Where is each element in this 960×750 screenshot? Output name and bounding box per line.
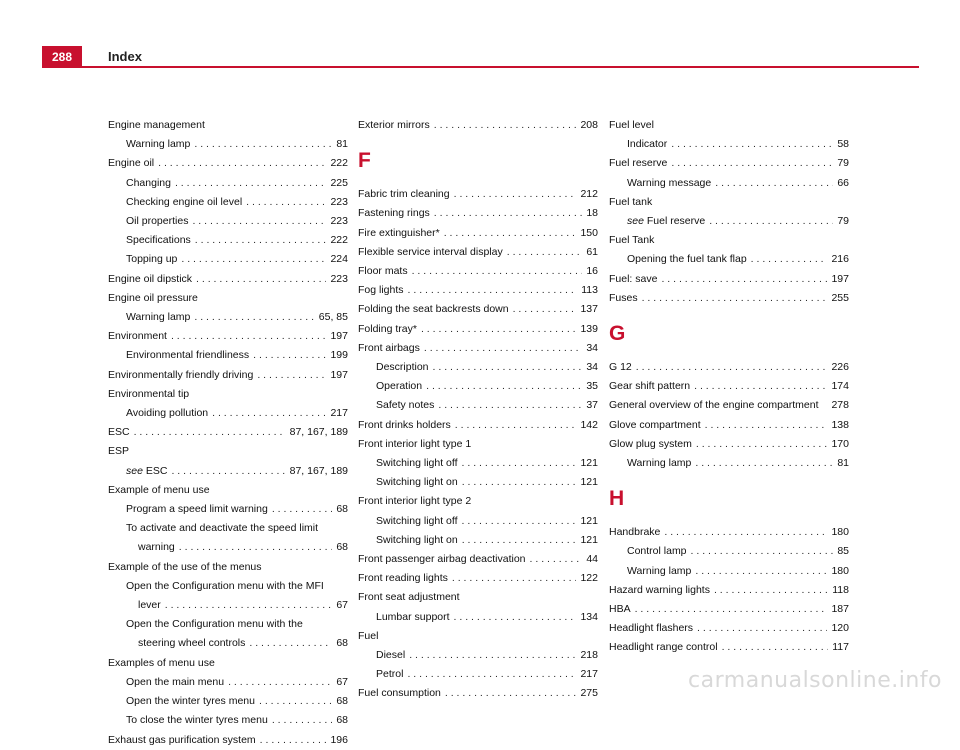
index-entry-label: ESC — [108, 426, 130, 439]
index-entry — [108, 212, 348, 231]
index-entry — [358, 243, 598, 262]
index-entry-label: General overview of the engine compartment — [609, 399, 819, 412]
index-entry-label: G 12 — [609, 361, 632, 374]
index-entry-label — [126, 462, 167, 481]
page-reference: 66 — [837, 176, 849, 189]
see-reference: see — [627, 215, 644, 228]
index-entry-label: To close the winter tyres menu — [126, 714, 268, 727]
page-reference: 79 — [837, 157, 849, 170]
index-entry-label: Warning lamp — [126, 311, 191, 324]
index-entry — [609, 174, 849, 193]
page-reference: 222 — [330, 157, 348, 170]
dot-leader — [158, 154, 326, 173]
dot-leader — [671, 135, 833, 154]
dot-leader — [171, 462, 285, 481]
dot-leader — [705, 416, 828, 435]
index-entry-label: Warning lamp — [627, 457, 692, 470]
index-entry — [358, 185, 598, 204]
page-reference: 121 — [580, 514, 598, 527]
index-entry-label: Switching light on — [376, 476, 458, 489]
page-reference: 278 — [831, 399, 849, 412]
dot-leader — [695, 454, 833, 473]
index-entry-label: Fuel: save — [609, 272, 658, 285]
index-entry-text: Fuel reserve — [646, 215, 706, 228]
index-entry-label: Petrol — [376, 668, 404, 681]
index-entry-label: steering wheel controls — [138, 637, 246, 650]
index-entry-label: Switching light off — [376, 457, 458, 470]
page-reference: 122 — [580, 572, 598, 585]
index-entry — [108, 308, 348, 327]
dot-leader — [194, 308, 314, 327]
index-entry-label: Exhaust gas purification system — [108, 733, 256, 746]
dot-leader — [412, 262, 583, 281]
watermark: carmanualsonline.info — [688, 668, 942, 693]
dot-leader — [249, 634, 332, 653]
index-entry-label: Environmental friendliness — [126, 349, 250, 362]
index-entry-label: Switching light on — [376, 533, 458, 546]
dot-leader — [455, 416, 577, 435]
index-entry — [358, 262, 598, 281]
dot-leader — [444, 224, 577, 243]
page-reference: 223 — [330, 195, 348, 208]
index-entry-label: Checking engine oil level — [126, 195, 243, 208]
index-entry-label: Hazard warning lights — [609, 583, 710, 596]
index-entry — [108, 711, 348, 730]
index-entry — [108, 423, 348, 442]
index-entry — [609, 250, 849, 269]
dot-leader — [409, 646, 576, 665]
index-heading: To activate and deactivate the speed limit — [126, 522, 319, 535]
index-entry-label: Open the winter tyres menu — [126, 695, 255, 708]
page-reference: 187 — [831, 603, 849, 616]
index-entry — [609, 638, 849, 657]
page-reference: 67 — [336, 675, 348, 688]
page-reference: 196 — [330, 733, 348, 746]
page-reference: 44 — [586, 553, 598, 566]
page-reference: 85 — [837, 545, 849, 558]
index-heading: Example of menu use — [108, 483, 210, 496]
dot-leader — [661, 270, 827, 289]
page-reference: 68 — [336, 541, 348, 554]
dot-leader — [424, 339, 582, 358]
index-heading: Fuel tank — [609, 195, 653, 208]
index-heading: Fuel Tank — [609, 234, 655, 247]
index-entry — [609, 135, 849, 154]
index-entry — [108, 634, 348, 653]
index-entry-label: Handbrake — [609, 526, 661, 539]
index-entry-label: Fastening rings — [358, 207, 430, 220]
page-reference: 81 — [837, 457, 849, 470]
page-reference: 170 — [831, 437, 849, 450]
index-entry — [358, 608, 598, 627]
page-reference: 217 — [330, 407, 348, 420]
index-entry — [108, 596, 348, 615]
index-entry — [108, 270, 348, 289]
index-entry — [108, 154, 348, 173]
page-reference: 34 — [586, 361, 598, 374]
dot-leader — [462, 454, 577, 473]
dot-leader — [407, 665, 576, 684]
index-entry-label: Description — [376, 361, 429, 374]
page-reference: 118 — [832, 583, 849, 596]
page-reference: 226 — [831, 361, 849, 374]
page-reference: 197 — [330, 368, 348, 381]
see-reference: see — [126, 464, 143, 477]
index-entry-label: Front drinks holders — [358, 418, 451, 431]
index-heading: Example of the use of the menus — [108, 560, 262, 573]
index-entry — [358, 512, 598, 531]
index-entry — [358, 416, 598, 435]
page-reference: 180 — [831, 564, 849, 577]
dot-leader — [635, 600, 828, 619]
section-letter: H — [609, 487, 625, 511]
page-reference: 197 — [330, 330, 348, 343]
index-entry — [108, 500, 348, 519]
page-reference: 121 — [580, 533, 598, 546]
page-reference: 139 — [580, 322, 598, 335]
dot-leader — [272, 500, 333, 519]
index-heading: Front interior light type 2 — [358, 495, 472, 508]
dot-leader — [434, 116, 577, 135]
dot-leader — [507, 243, 583, 262]
page-reference: 212 — [580, 188, 598, 201]
index-entry-label: Specifications — [126, 234, 191, 247]
dot-leader — [195, 231, 327, 250]
index-entry — [108, 231, 348, 250]
page-reference: 223 — [330, 215, 348, 228]
page-reference: 255 — [831, 291, 849, 304]
page-reference: 87, 167, 189 — [289, 426, 348, 439]
index-entry — [108, 692, 348, 711]
page-reference: 199 — [330, 349, 348, 362]
index-entry-label: Engine oil — [108, 157, 155, 170]
index-entry — [108, 731, 348, 750]
index-entry — [358, 281, 598, 300]
index-entry-label: warning — [138, 541, 175, 554]
index-entry-label: Front airbags — [358, 341, 420, 354]
index-entry-label: Environment — [108, 330, 167, 343]
dot-leader — [642, 289, 828, 308]
index-entry-label: Warning lamp — [126, 138, 191, 151]
index-entry-label: Front reading lights — [358, 572, 448, 585]
page-reference: 35 — [586, 380, 598, 393]
dot-leader — [196, 270, 326, 289]
index-entry — [108, 346, 348, 365]
page-reference: 120 — [831, 622, 849, 635]
index-entry-label: Headlight flashers — [609, 622, 694, 635]
index-heading: Fuel — [358, 629, 379, 642]
page-reference: 67 — [336, 599, 348, 612]
dot-leader — [454, 608, 577, 627]
page-reference: 81 — [336, 138, 348, 151]
index-entry-label: HBA — [609, 603, 631, 616]
index-heading: Engine management — [108, 119, 205, 131]
index-entry — [358, 377, 598, 396]
index-entry-label: Environmentally friendly driving — [108, 368, 254, 381]
page-reference: 79 — [837, 215, 849, 228]
page-reference: 225 — [330, 176, 348, 189]
index-entry-label: Folding tray* — [358, 322, 417, 335]
dot-leader — [192, 212, 326, 231]
page-reference: 216 — [831, 253, 849, 266]
index-entry-label: Fog lights — [358, 284, 404, 297]
section-letter: G — [609, 322, 626, 346]
dot-leader — [715, 174, 833, 193]
dot-leader — [171, 327, 327, 346]
dot-leader — [454, 185, 577, 204]
index-heading: Environmental tip — [108, 387, 190, 400]
index-entry-label — [627, 212, 705, 231]
index-entry — [358, 339, 598, 358]
dot-leader — [421, 320, 577, 339]
page-reference: 137 — [580, 303, 598, 316]
index-entry-label: Opening the fuel tank flap — [627, 253, 747, 266]
index-entry-label: Fuel reserve — [609, 157, 668, 170]
index-entry — [609, 212, 849, 231]
page-reference: 87, 167, 189 — [289, 464, 348, 477]
index-entry-label: Control lamp — [627, 545, 687, 558]
index-entry — [609, 289, 849, 308]
index-entry — [358, 569, 598, 588]
dot-leader — [272, 711, 333, 730]
index-entry-label: Engine oil dipstick — [108, 272, 193, 285]
index-entry — [609, 619, 849, 638]
index-entry — [358, 646, 598, 665]
index-entry — [358, 204, 598, 223]
index-entry-label: Diesel — [376, 649, 406, 662]
dot-leader — [462, 473, 577, 492]
dot-leader — [714, 581, 828, 600]
dot-leader — [212, 404, 326, 423]
dot-leader — [462, 531, 577, 550]
page-reference: 117 — [832, 641, 849, 654]
page-reference: 142 — [580, 418, 598, 431]
index-entry-label: Topping up — [126, 253, 178, 266]
page-reference: 37 — [586, 399, 598, 412]
page-reference: 150 — [580, 226, 598, 239]
index-entry — [609, 562, 849, 581]
page-reference: 223 — [330, 272, 348, 285]
dot-leader — [433, 358, 583, 377]
index-entry — [358, 320, 598, 339]
page-reference: 65, 85 — [318, 311, 348, 324]
index-entry — [358, 358, 598, 377]
page-reference: 217 — [580, 668, 598, 681]
index-entry — [108, 673, 348, 692]
index-heading: Fuel level — [609, 119, 654, 131]
index-heading: Front interior light type 1 — [358, 437, 472, 450]
index-entry-label: Switching light off — [376, 514, 458, 527]
index-entry-label: Glow plug system — [609, 437, 692, 450]
dot-leader — [260, 731, 327, 750]
dot-leader — [709, 212, 833, 231]
dot-leader — [194, 135, 332, 154]
dot-leader — [664, 523, 827, 542]
index-entry-label: Indicator — [627, 138, 668, 151]
index-entry — [609, 377, 849, 396]
page-reference: 222 — [330, 234, 348, 247]
index-entry — [358, 396, 598, 415]
index-entry-label: Changing — [126, 176, 171, 189]
index-entry — [358, 300, 598, 319]
index-entry-label: Program a speed limit warning — [126, 503, 268, 516]
index-heading: Engine oil pressure — [108, 291, 198, 304]
dot-leader — [636, 358, 828, 377]
index-entry-label: Fuel consumption — [358, 687, 441, 700]
index-entry — [609, 542, 849, 561]
index-entry — [108, 193, 348, 212]
index-entry — [108, 250, 348, 269]
dot-leader — [438, 396, 582, 415]
dot-leader — [179, 538, 333, 557]
index-entry — [108, 538, 348, 557]
index-entry — [108, 174, 348, 193]
index-entry — [358, 665, 598, 684]
page-number: 288 — [42, 46, 82, 68]
index-entry-text: ESC — [145, 464, 168, 477]
dot-leader — [695, 562, 827, 581]
index-entry-label: Fabric trim cleaning — [358, 188, 450, 201]
page-title: Index — [108, 49, 142, 64]
index-heading: Open the Configuration menu with the MFI — [126, 579, 324, 592]
page-reference: 218 — [580, 649, 598, 662]
index-heading: ESP — [108, 445, 130, 458]
index-entry — [108, 404, 348, 423]
dot-leader — [246, 193, 326, 212]
dot-leader — [259, 692, 332, 711]
index-entry — [609, 435, 849, 454]
index-entry-label: Folding the seat backrests down — [358, 303, 509, 316]
index-heading: Front seat adjustment — [358, 591, 460, 604]
index-column-1 — [108, 116, 348, 750]
index-column-2 — [358, 116, 598, 704]
header-rule — [42, 66, 919, 68]
index-heading: Open the Configuration menu with the — [126, 618, 303, 631]
page-reference: 16 — [586, 265, 598, 278]
page-reference: 68 — [336, 503, 348, 516]
page-reference: 121 — [580, 476, 598, 489]
page-reference: 197 — [831, 272, 849, 285]
index-entry-label: Headlight range control — [609, 641, 718, 654]
index-entry-label: Floor mats — [358, 265, 408, 278]
dot-leader — [253, 346, 326, 365]
dot-leader — [257, 366, 326, 385]
dot-leader — [530, 550, 583, 569]
index-entry-label: Safety notes — [376, 399, 435, 412]
index-entry — [358, 454, 598, 473]
page-reference: 68 — [336, 695, 348, 708]
page-reference: 208 — [580, 119, 598, 131]
index-entry-label: Lumbar support — [376, 610, 450, 623]
index-column-3 — [609, 116, 849, 658]
dot-leader — [434, 204, 583, 223]
dot-leader — [513, 300, 577, 319]
index-entry — [609, 600, 849, 619]
index-entry-label: Front passenger airbag deactivation — [358, 553, 526, 566]
dot-leader — [722, 638, 829, 657]
page-header — [0, 0, 960, 70]
dot-leader — [181, 250, 326, 269]
index-entry — [108, 366, 348, 385]
index-entry — [609, 358, 849, 377]
index-entry-label: Flexible service interval display — [358, 245, 503, 258]
index-entry-label: Open the main menu — [126, 675, 225, 688]
index-entry-label: Oil properties — [126, 215, 189, 228]
page-reference: 138 — [831, 418, 849, 431]
page-reference: 58 — [837, 138, 849, 151]
index-entry — [358, 550, 598, 569]
dot-leader — [671, 154, 833, 173]
index-entry-label: Operation — [376, 380, 423, 393]
index-entry-label: Exterior mirrors — [358, 119, 430, 131]
index-entry — [609, 270, 849, 289]
index-entry-label: lever — [138, 599, 161, 612]
page-reference: 121 — [580, 457, 598, 470]
index-entry-label: Warning lamp — [627, 564, 692, 577]
page-reference: 68 — [336, 714, 348, 727]
index-entry-label: Warning message — [627, 176, 712, 189]
page-reference: 224 — [330, 253, 348, 266]
index-entry — [609, 454, 849, 473]
index-entry — [358, 224, 598, 243]
dot-leader — [165, 596, 333, 615]
index-entry — [108, 135, 348, 154]
section-letter: F — [358, 149, 371, 173]
page-reference: 113 — [581, 284, 598, 297]
dot-leader — [408, 281, 578, 300]
page-reference: 61 — [586, 245, 598, 258]
dot-leader — [134, 423, 286, 442]
index-entry — [609, 154, 849, 173]
index-entry — [609, 396, 849, 415]
dot-leader — [462, 512, 577, 531]
page-reference: 275 — [580, 687, 598, 700]
page-reference: 134 — [580, 610, 598, 623]
index-entry — [108, 462, 348, 481]
index-entry-label: Gear shift pattern — [609, 380, 691, 393]
page-reference: 68 — [336, 637, 348, 650]
index-entry-label: Glove compartment — [609, 418, 701, 431]
index-entry-label: Avoiding pollution — [126, 407, 209, 420]
dot-leader — [426, 377, 582, 396]
index-entry — [108, 327, 348, 346]
index-entry — [358, 116, 598, 135]
index-entry — [609, 416, 849, 435]
index-entry — [609, 581, 849, 600]
dot-leader — [751, 250, 828, 269]
page-reference: 180 — [831, 526, 849, 539]
index-heading: Examples of menu use — [108, 656, 215, 669]
page-reference: 34 — [586, 341, 598, 354]
dot-leader — [452, 569, 577, 588]
dot-leader — [228, 673, 332, 692]
index-entry — [358, 473, 598, 492]
dot-leader — [696, 435, 828, 454]
index-entry — [358, 531, 598, 550]
index-entry-label: Fuses — [609, 291, 638, 304]
page-reference: 174 — [831, 380, 849, 393]
dot-leader — [691, 542, 834, 561]
dot-leader — [175, 174, 327, 193]
dot-leader — [697, 619, 827, 638]
dot-leader — [694, 377, 827, 396]
index-entry — [609, 523, 849, 542]
index-entry-label: Fire extinguisher* — [358, 226, 440, 239]
page-reference: 18 — [586, 207, 598, 220]
